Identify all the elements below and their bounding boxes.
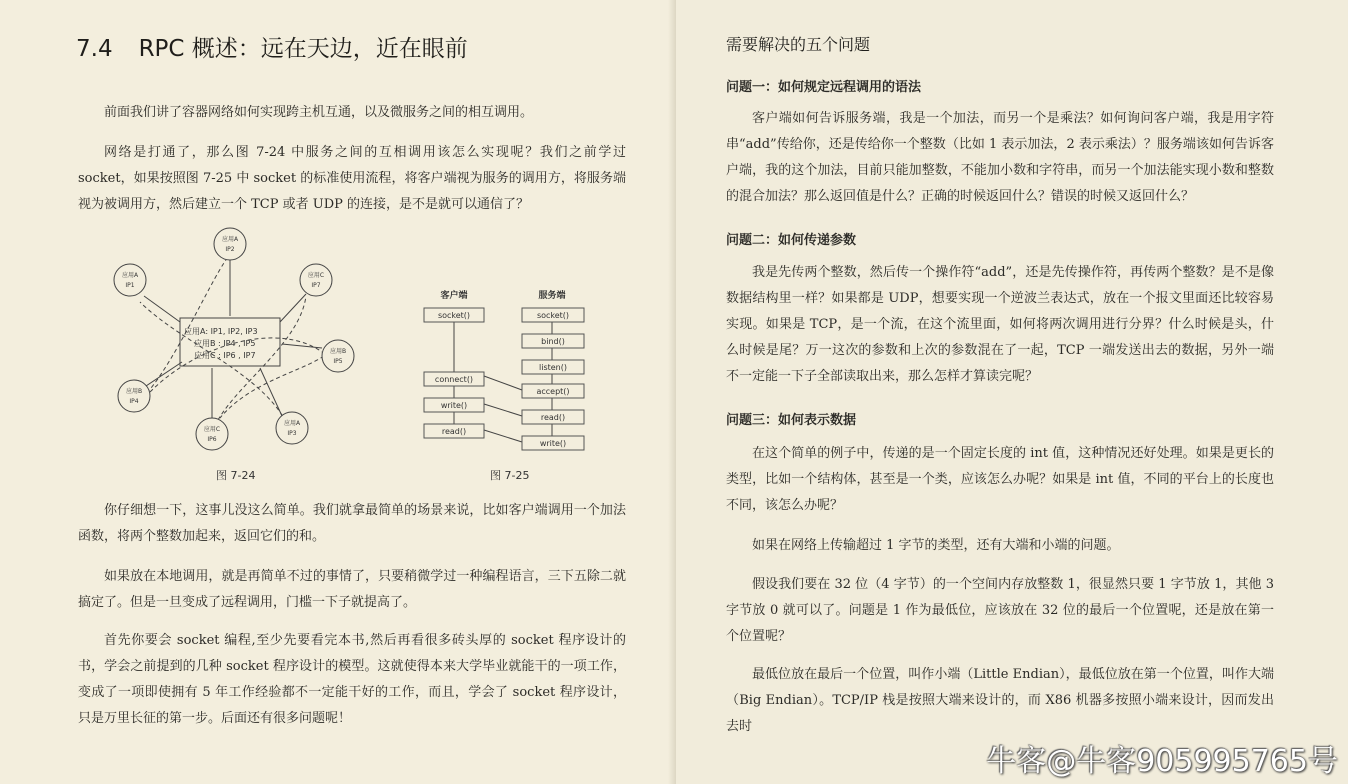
server-call-label: listen() (539, 363, 567, 372)
figure-7-24-caption: 图 7-24 (216, 469, 256, 482)
paragraph-intro: 前面我们讲了容器网络如何实现跨主机互通，以及微服务之间的相互调用。 (104, 105, 534, 120)
chapter-title-text: RPC 概述：远在天边，近在眼前 (138, 36, 468, 62)
node-label: 应用A (121, 272, 139, 279)
node-app-a-ip3 (276, 412, 308, 444)
server-call-label: socket() (536, 311, 570, 320)
node-label: IP3 (287, 430, 297, 437)
question-1-title: 问题一：如何规定远程调用的语法 (726, 80, 922, 95)
question-3-paragraph-4: 最低位放在最后一个位置，叫作小端（Little Endian），最低位放在第一个位置，叫作大端（Big Endian）。TCP/IP 栈是按照大端来设计的，而 X86 机器多按照小端来设计，因而发出去时 (726, 667, 1275, 734)
node-label: IP4 (129, 398, 139, 405)
node-app-a-ip1 (114, 264, 146, 296)
server-call-label: write() (539, 439, 567, 448)
registry-line-b: 应用B : IP4 , IP5 (194, 339, 256, 348)
client-header: 客户端 (440, 291, 468, 301)
registry-line-a: 应用A: IP1, IP2, IP3 (184, 327, 258, 336)
node-app-c-ip7 (300, 264, 332, 296)
watermark: 牛客@牛客905995765号 (986, 744, 1338, 779)
paragraph-socket-programming: 首先你要会 socket 编程,至少先要看完本书,然后再看很多砖头厚的 socket 程序设计的书，学会之前提到的几种 socket 程序设计的模型。这就使得本来大学毕业就能干的一项工作，变成了一项即使拥有 5 年工作经验都不一定能干好的工作，而且，学会了 socket 程序设计，只是万里长征的第一步。后面还有很多问题呢！ (78, 633, 626, 726)
question-2-title: 问题二：如何传递参数 (726, 233, 857, 248)
node-label: IP2 (225, 246, 235, 253)
server-call-label: accept() (536, 387, 570, 396)
section-title: 需要解决的五个问题 (726, 35, 871, 54)
node-label: 应用C (203, 426, 221, 433)
node-label: 应用B (329, 348, 347, 355)
node-label: 应用A (283, 420, 301, 427)
question-2-paragraph: 我是先传两个整数，然后传一个操作符“add”，还是先传操作符，再传两个整数？是不是像数据结构里一样？如果都是 UDP，想要实现一个逆波兰表达式，放在一个报文里面还比较容易实现。如果是 TCP，是一个流，在这个流里面，如何将两次调用进行分界？什么时候是头，什么时候是尾？万一这次的参数和上次的参数混在了一起，TCP 一端发送出去的数据，另外一端不一定能一下子全部读取出来，那么怎样才算读完呢？ (726, 265, 1274, 384)
question-3-paragraph-1: 在这个简单的例子中，传递的是一个固定长度的 int 值，这种情况还好处理。如果是更长的类型，比如一个结构体，甚至是一个类，应该怎么办呢？如果是 int 值，不同的平台上的长度也不同，该怎么办呢？ (726, 446, 1274, 513)
figure-7-25-caption: 图 7-25 (490, 469, 530, 482)
client-call-label: connect() (434, 375, 474, 384)
node-app-c-ip6 (196, 418, 228, 450)
question-3-title: 问题三：如何表示数据 (726, 413, 857, 428)
question-1-paragraph: 客户端如何告诉服务端，我是一个加法，而另一个是乘法？如何询问客户端，我是用字符串“add”传给你，还是传给你一个整数（比如 1 表示加法，2 表示乘法）？服务端该如何告诉客户端，我的这个加法，目前只能加整数，不能加小数和字符串，而另一个加法能实现小数和整数的混合加法？那么返回值是什么？正确的时候返回什么？错误的时候又返回什么？ (726, 111, 1274, 204)
chapter-title (76, 30, 468, 63)
node-app-b-ip4 (118, 380, 150, 412)
node-label: 应用A (221, 236, 239, 243)
chapter-number: 7.4 (76, 36, 113, 62)
node-label: 应用C (307, 272, 325, 279)
server-call-label: bind() (541, 337, 565, 346)
server-header: 服务端 (538, 291, 566, 301)
figure-7-25 (418, 286, 590, 454)
node-label: IP5 (333, 358, 343, 365)
paragraph-local-call: 如果放在本地调用，就是再简单不过的事情了，只要稍微学过一种编程语言，三下五除二就搞定了。但是一旦变成了远程调用，门槛一下子就提高了。 (78, 569, 626, 610)
registry-line-c: 应用C : IP6 , IP7 (194, 351, 256, 360)
paragraph-not-simple: 你仔细想一下，这事儿没这么简单。我们就拿最简单的场景来说，比如客户端调用一个加法函数，将两个整数加起来，返回它们的和。 (78, 503, 626, 544)
node-label: 应用B (125, 388, 143, 395)
client-call-label: read() (441, 427, 467, 436)
question-3-paragraph-2: 如果在网络上传输超过 1 字节的类型，还有大端和小端的问题。 (752, 538, 1120, 553)
node-app-a-ip2 (214, 228, 246, 260)
node-label: IP1 (125, 282, 135, 289)
client-call-label: write() (440, 401, 468, 410)
question-3-paragraph-3: 假设我们要在 32 位（4 字节）的一个空间内存放整数 1，很显然只要 1 字节放 1，其他 3 字节放 0 就可以了。问题是 1 作为最低位，应该放在 32 位的最后一个位置呢，还是放在第一个位置呢？ (726, 577, 1274, 644)
paragraph-network: 网络是打通了，那么图 7-24 中服务之间的互相调用该怎么实现呢？我们之前学过 socket，如果按照图 7-25 中 socket 的标准使用流程，将客户端视为服务的调用方，将服务端视为被调用方，然后建立一个 TCP 或者 UDP 的连接，是不是就可以通信了？ (78, 145, 626, 212)
node-app-b-ip5 (322, 340, 354, 372)
server-call-label: read() (540, 413, 566, 422)
node-label: IP7 (311, 282, 321, 289)
node-label: IP6 (207, 436, 217, 443)
client-call-label: socket() (437, 311, 471, 320)
figure-7-24 (100, 222, 390, 456)
